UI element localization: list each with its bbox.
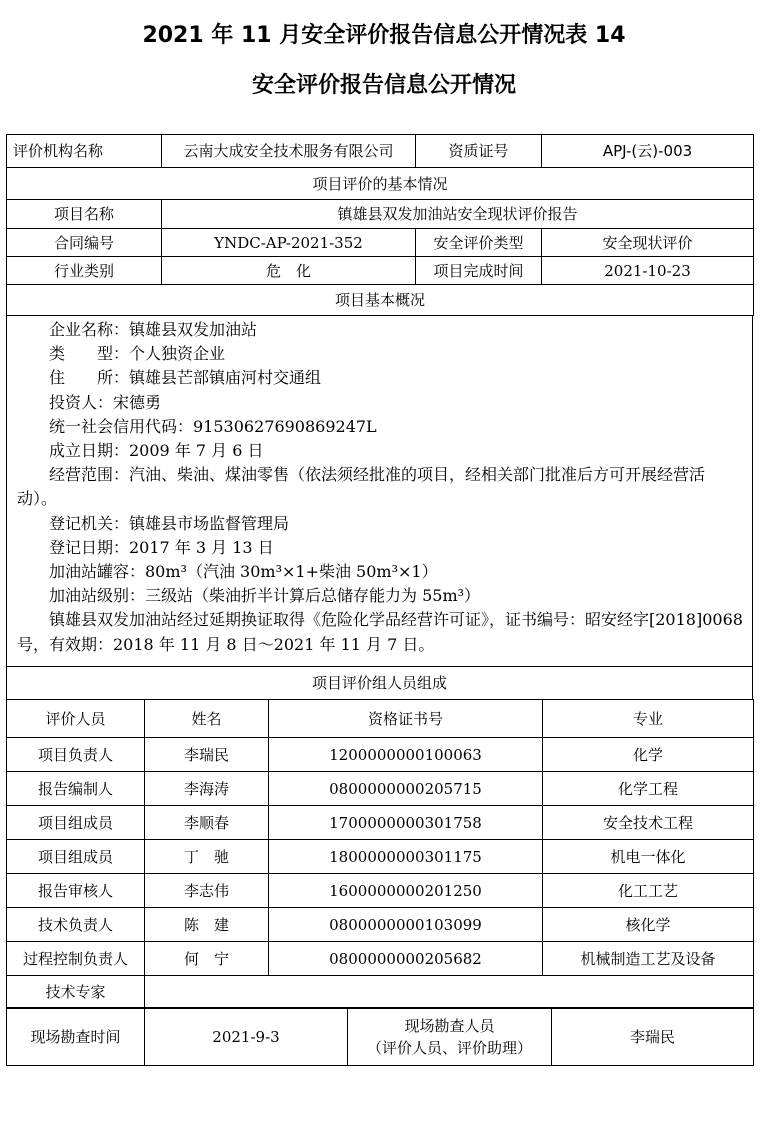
org-label: 评价机构名称 [7, 135, 162, 168]
team-col-role: 评价人员 [7, 700, 145, 738]
team-major: 化学 [543, 738, 754, 772]
team-role: 技术负责人 [7, 908, 145, 942]
org-value: 云南大成安全技术服务有限公司 [162, 135, 416, 168]
table-row [7, 772, 754, 806]
team-col-name: 姓名 [145, 700, 269, 738]
table-row [7, 908, 754, 942]
table-row [7, 806, 754, 840]
document-subtitle: 安全评价报告信息公开情况 [251, 73, 516, 98]
overview-type: 类 型：个人独资企业 [49, 344, 226, 364]
survey-time-value: 2021-9-3 [145, 1008, 348, 1066]
table-row [7, 738, 754, 772]
team-role: 过程控制负责人 [7, 942, 145, 976]
survey-people-label [348, 1008, 552, 1066]
team-role: 项目组成员 [7, 806, 145, 840]
survey-table [6, 1007, 754, 1066]
overview-established: 成立日期：2009 年 7 月 6 日 [49, 441, 264, 461]
overview-address: 住 所：镇雄县芒部镇庙河村交通组 [49, 368, 322, 388]
team-role: 项目负责人 [7, 738, 145, 772]
team-person: 李志伟 [145, 874, 269, 908]
overview-reg-date: 登记日期：2017 年 3 月 13 日 [49, 537, 274, 557]
table-row [7, 840, 754, 874]
expert-value [145, 976, 754, 1009]
contract-value: YNDC-AP-2021-352 [162, 229, 416, 257]
team-major: 核化学 [543, 908, 754, 942]
survey-people-value: 李瑞民 [552, 1008, 754, 1066]
team-person: 丁 驰 [145, 840, 269, 874]
team-role: 项目组成员 [7, 840, 145, 874]
project-info-table [6, 134, 754, 316]
project-name-value: 镇雄县双发加油站安全现状评价报告 [162, 200, 754, 229]
table-row [7, 942, 754, 976]
cert-value: APJ-(云)-003 [542, 135, 754, 168]
team-cert: 0800000000205715 [269, 772, 543, 806]
team-cert: 1600000000201250 [269, 874, 543, 908]
team-cert: 1700000000301758 [269, 806, 543, 840]
overview-header: 项目基本概况 [7, 285, 754, 316]
team-col-cert: 资格证书号 [269, 700, 543, 738]
team-role: 报告编制人 [7, 772, 145, 806]
team-person: 陈 建 [145, 908, 269, 942]
overview-license: 镇雄县双发加油站经过延期换证取得《危险化学品经营许可证》，证书编号：昭安经字[2018]0068 号，有效期：2018 年 11 月 8 日～2021 年 11 月 7 日。 [17, 610, 743, 654]
overview-content [7, 316, 753, 667]
survey-time-label: 现场勘查时间 [7, 1008, 145, 1066]
overview-scope: 经营范围：汽油、柴油、煤油零售（依法须经批准的项目，经相关部门批准后方可开展经营活动）。 [17, 465, 706, 509]
overview-table [6, 315, 753, 700]
expert-label: 技术专家 [7, 976, 145, 1009]
contract-label: 合同编号 [7, 229, 162, 257]
team-cert: 0800000000103099 [269, 908, 543, 942]
team-header: 项目评价组人员组成 [7, 667, 753, 700]
cert-label: 资质证号 [416, 135, 542, 168]
team-major: 化学工程 [543, 772, 754, 806]
team-person: 李瑞民 [145, 738, 269, 772]
overview-credit-code: 统一社会信用代码：91530627690869247L [49, 416, 377, 436]
finish-value: 2021-10-23 [542, 257, 754, 285]
team-major: 机械制造工艺及设备 [543, 942, 754, 976]
eval-type-label: 安全评价类型 [416, 229, 542, 257]
team-role: 报告审核人 [7, 874, 145, 908]
team-person: 李海涛 [145, 772, 269, 806]
team-table [6, 699, 754, 1009]
overview-level: 加油站级别：三级站（柴油折半计算后总储存能力为 55m³） [49, 586, 481, 606]
overview-company: 企业名称：镇雄县双发加油站 [49, 320, 258, 339]
team-col-major: 专业 [543, 700, 754, 738]
table-row [7, 874, 754, 908]
team-person: 李顺春 [145, 806, 269, 840]
industry-label: 行业类别 [7, 257, 162, 285]
basic-info-header: 项目评价的基本情况 [7, 168, 754, 200]
overview-investor: 投资人：宋德勇 [49, 392, 162, 412]
eval-type-value: 安全现状评价 [542, 229, 754, 257]
team-cert: 1200000000100063 [269, 738, 543, 772]
team-person: 何 宁 [145, 942, 269, 976]
finish-label: 项目完成时间 [416, 257, 542, 285]
industry-value: 危 化 [162, 257, 416, 285]
team-cert: 0800000000205682 [269, 942, 543, 976]
overview-authority: 登记机关：镇雄县市场监督管理局 [49, 513, 290, 533]
team-major: 安全技术工程 [543, 806, 754, 840]
document-title: 2021 年 11 月安全评价报告信息公开情况表 14 [142, 23, 626, 48]
team-major: 机电一体化 [543, 840, 754, 874]
survey-people-label-line1: 现场勘查人员 [404, 1016, 495, 1035]
overview-capacity: 加油站罐容：80m³（汽油 30m³×1+柴油 50m³×1） [49, 562, 438, 582]
team-major: 化工工艺 [543, 874, 754, 908]
team-cert: 1800000000301175 [269, 840, 543, 874]
survey-people-label-line2: （评价人员、评价助理） [366, 1038, 532, 1057]
project-name-label: 项目名称 [7, 200, 162, 229]
